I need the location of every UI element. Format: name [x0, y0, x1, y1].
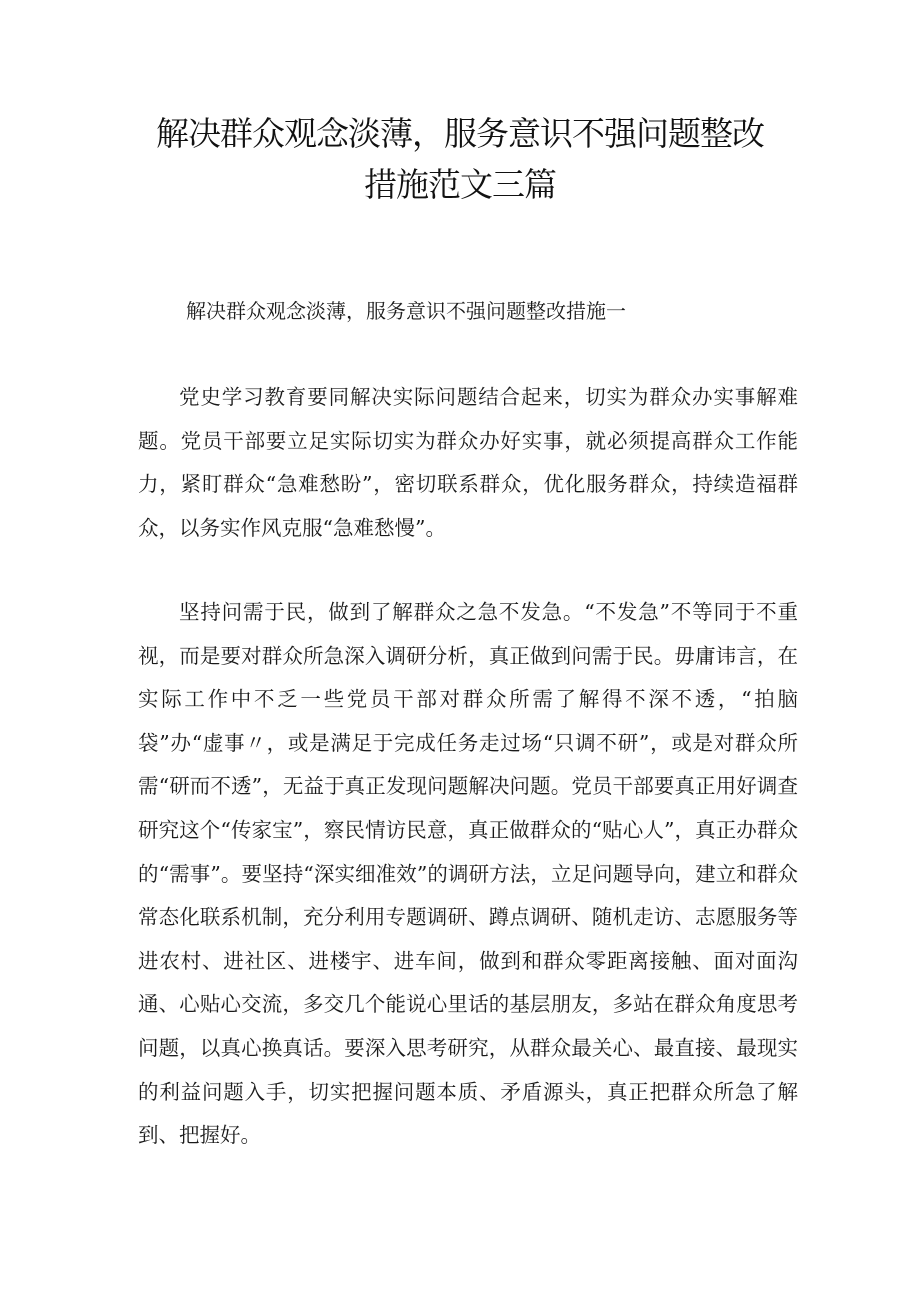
body-paragraph-1: 党史学习教育要同解决实际问题结合起来，切实为群众办实事解难题。党员干部要立足实际切实为群众办好实事，就必须提高群众工作能力，紧盯群众“急难愁盼”，密切联系群众，优化服务群众，持续造福群众，以务实作风克服“急难愁慢”。	[138, 385, 798, 540]
title-line-1: 解决群众观念淡薄，服务意识不强问题整改	[156, 114, 764, 153]
section-heading: 解决群众观念淡薄，服务意识不强问题整改措施一	[186, 299, 626, 323]
title-line-2: 措施范文三篇	[364, 165, 556, 204]
body-paragraph-2: 坚持问需于民，做到了解群众之急不发急。“不发急”不等同于不重视，而是要对群众所急深入调研分析，真正做到问需于民。毋庸讳言，在实际工作中不乏一些党员干部对群众所需了解得不深不透，“拍脑袋”办“虚事〃，或是满足于完成任务走过场“只调不研”，或是对群众所需“研而不透”，无益于真正发现问题解决问题。党员干部要真正用好调查研究这个“传家宝”，察民情访民意，真正做群众的“贴心人”，真正办群众的“需事”。要坚持“深实细准效”的调研方法，立足问题导向，建立和群众常态化联系机制，充分利用专题调研、蹲点调研、随机走访、志愿服务等进农村、进社区、进楼宇、进车间，做到和群众零距离接触、面对面沟通、心贴心交流，多交几个能说心里话的基层朋友，多站在群众角度思考问题，以真心换真话。要深入思考研究，从群众最关心、最直接、最现实的利益问题入手，切实把握问题本质、矛盾源头，真正把群众所急了解到、把握好。	[138, 600, 798, 1148]
document-title	[100, 108, 820, 210]
